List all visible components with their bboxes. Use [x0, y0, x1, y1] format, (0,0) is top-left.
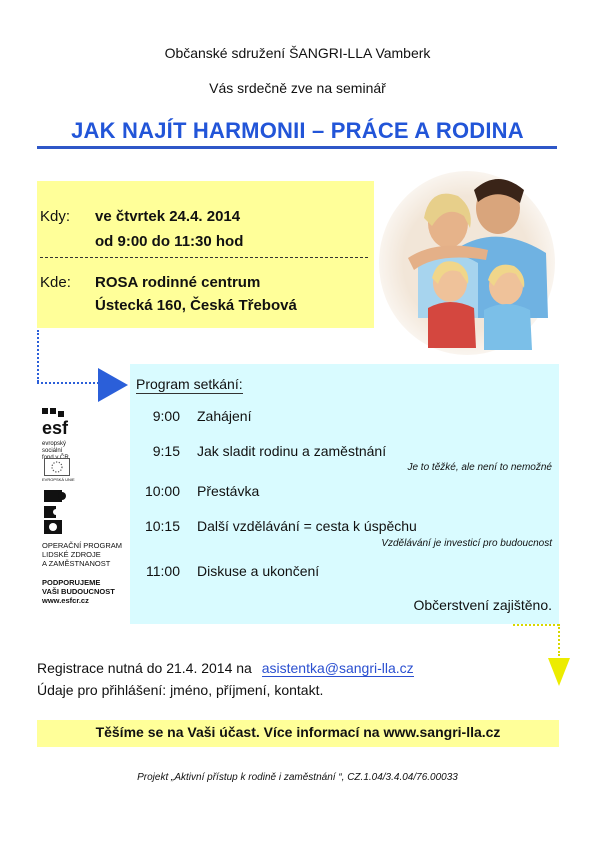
when-label: Kdy:: [40, 208, 71, 225]
invitation-line: Vás srdečně zve na seminář: [209, 80, 386, 96]
organization-name: Občanské sdružení ŠANGRI-LLA Vamberk: [164, 45, 431, 61]
divider: [40, 257, 368, 258]
connector-line: [513, 624, 559, 626]
op-program-text: [42, 541, 132, 568]
where-address: Ústecká 160, Česká Třebová: [95, 297, 297, 314]
registration-details: Údaje pro přihlášení: jméno, příjmení, kontakt.: [37, 682, 324, 698]
registration-text: Registrace nutná do 21.4. 2014 na: [37, 660, 252, 676]
seminar-title: JAK NAJÍT HARMONII – PRÁCE A RODINA: [71, 118, 524, 143]
op-line: OPERAČNÍ PROGRAM: [42, 541, 123, 550]
esf-text: evropský: [42, 441, 67, 447]
esf-text: sociální: [42, 448, 63, 454]
program-item: Zahájení: [197, 408, 252, 424]
registration-email-link[interactable]: asistentka@sangri-lla.cz: [261, 660, 414, 676]
arrow-right-icon: [98, 368, 128, 402]
support-line: PODPORUJEME: [42, 578, 101, 587]
connector-line: [37, 382, 99, 384]
connector-line: [37, 330, 39, 382]
project-reference: Projekt „Aktivní přístup k rodině i zaměstnání “, CZ.1.04/3.4.04/76.00033: [137, 772, 458, 783]
eu-text: EVROPSKÁ UNIE: [42, 477, 75, 482]
program-box: [130, 364, 559, 624]
title-underline: [37, 146, 557, 149]
family-photo: [378, 168, 556, 356]
support-web: www.esfcr.cz: [42, 596, 89, 605]
program-note: Je to těžké, ale není to nemožné: [407, 462, 552, 473]
eu-flag-icon: [44, 458, 70, 476]
op-line: LIDSKÉ ZDROJE: [42, 550, 101, 559]
refreshments-note: Občerstvení zajištěno.: [413, 597, 552, 613]
program-item: Jak sladit rodinu a zaměstnání: [197, 443, 387, 459]
program-time: 10:15: [144, 518, 180, 534]
program-item: Diskuse a ukončení: [197, 563, 320, 579]
esf-mark-icon: [42, 408, 72, 436]
op-lzz-puzzle-icon: [42, 488, 68, 536]
where-label: Kde:: [40, 274, 71, 291]
support-line: VAŠI BUDOUCNOST: [42, 587, 115, 596]
program-item: Přestávka: [197, 483, 260, 499]
program-time: 9:00: [152, 408, 180, 424]
program-time: 10:00: [144, 483, 180, 499]
registration-line: [37, 660, 414, 676]
esf-text: fond v ČR: [42, 455, 69, 461]
op-line: A ZAMĚSTNANOST: [42, 559, 111, 568]
program-item: Další vzdělávání = cesta k úspěchu: [197, 518, 417, 534]
arrow-down-icon: [548, 658, 570, 686]
where-place: ROSA rodinné centrum: [95, 274, 261, 291]
when-date: ve čtvrtek 24.4. 2014: [95, 208, 241, 225]
program-note: Vzdělávání je investicí pro budoucnost: [381, 538, 552, 549]
program-time: 9:15: [152, 443, 180, 459]
program-heading: Program setkání:: [136, 376, 243, 392]
footer-banner-text: Těšíme se na Vaši účast. Více informací na www.sangri-lla.cz: [95, 724, 501, 740]
support-text: [42, 578, 132, 605]
program-time: 11:00: [146, 563, 180, 579]
esf-logo: [42, 408, 102, 462]
connector-line: [558, 624, 560, 656]
when-time: od 9:00 do 11:30 hod: [95, 233, 244, 250]
svg-text:esf: esf: [42, 418, 69, 436]
